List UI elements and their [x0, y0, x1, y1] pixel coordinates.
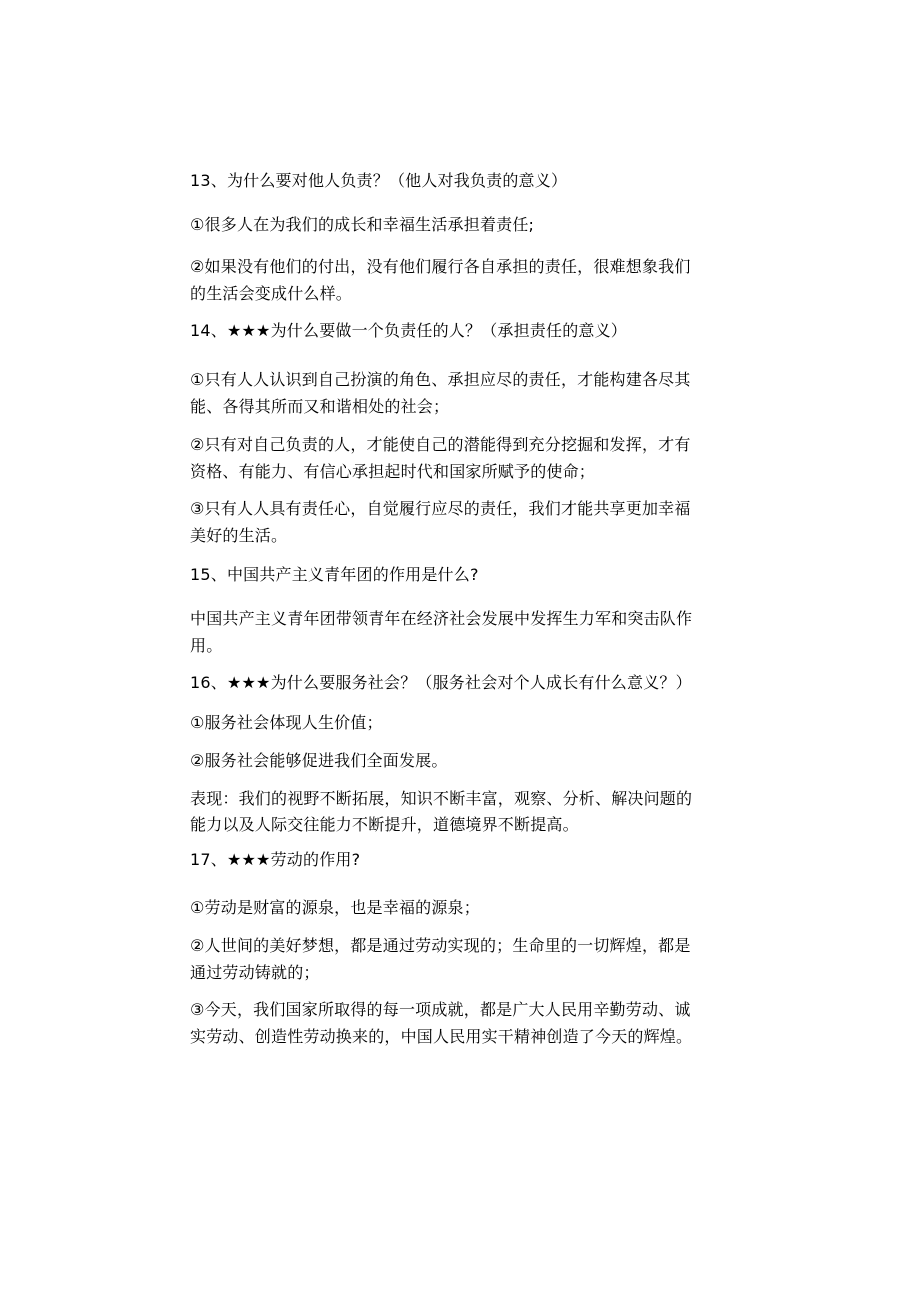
question-15: 15、中国共产主义青年团的作用是什么? — [190, 565, 479, 584]
answer-17-3-line-1: ③今天，我们国家所取得的每一项成就，都是广大人民用辛勤劳动、诚 — [190, 1000, 691, 1019]
answer-13-2-line-1: ②如果没有他们的付出，没有他们履行各自承担的责任，很难想象我们 — [190, 257, 691, 276]
answer-17-2-line-1: ②人世间的美好梦想，都是通过劳动实现的；生命里的一切辉煌，都是 — [190, 936, 691, 955]
answer-14-1-line-2: 能、各得其所而又和谐相处的社会； — [190, 397, 450, 416]
question-13: 13、为什么要对他人负责？（他人对我负责的意义） — [190, 171, 568, 190]
answer-14-1-line-1: ①只有人人认识到自己扮演的角色、承担应尽的责任，才能构建各尽其 — [190, 370, 691, 389]
question-16: 16、★★★为什么要服务社会？（服务社会对个人成长有什么意义？） — [190, 673, 692, 692]
question-14: 14、★★★为什么要做一个负责任的人？（承担责任的意义） — [190, 321, 627, 340]
answer-17-3-line-2: 实劳动、创造性劳动换来的，中国人民用实干精神创造了今天的辉煌。 — [190, 1027, 693, 1046]
answer-14-3-line-1: ③只有人人具有责任心，自觉履行应尽的责任，我们才能共享更加幸福 — [190, 499, 691, 518]
answer-13-2-line-2: 的生活会变成什么样。 — [190, 284, 353, 303]
answer-16-3-line-2: 能力以及人际交往能力不断提升，道德境界不断提高。 — [190, 815, 579, 834]
answer-16-2: ②服务社会能够促进我们全面发展。 — [190, 751, 448, 770]
question-17: 17、★★★劳动的作用? — [190, 850, 361, 869]
answer-17-1: ①劳动是财富的源泉，也是幸福的源泉； — [190, 898, 480, 917]
answer-16-3-line-1: 表现：我们的视野不断拓展，知识不断丰富，观察、分析、解决问题的 — [190, 789, 693, 808]
answer-15-line-2: 用。 — [190, 636, 223, 655]
answer-14-2-line-2: 资格、有能力、有信心承担起时代和国家所赋予的使命； — [190, 462, 596, 481]
answer-14-2-line-1: ②只有对自己负责的人，才能使自己的潜能得到充分挖掘和发挥，才有 — [190, 435, 691, 454]
answer-15-line-1: 中国共产主义青年团带领青年在经济社会发展中发挥生力军和突击队作 — [190, 609, 693, 628]
answer-17-2-line-2: 通过劳动铸就的； — [190, 963, 320, 982]
answer-14-3-line-2: 美好的生活。 — [190, 526, 288, 545]
answer-16-1: ①服务社会体现人生价值； — [190, 713, 383, 732]
answer-13-1: ①很多人在为我们的成长和幸福生活承担着责任; — [190, 215, 535, 234]
